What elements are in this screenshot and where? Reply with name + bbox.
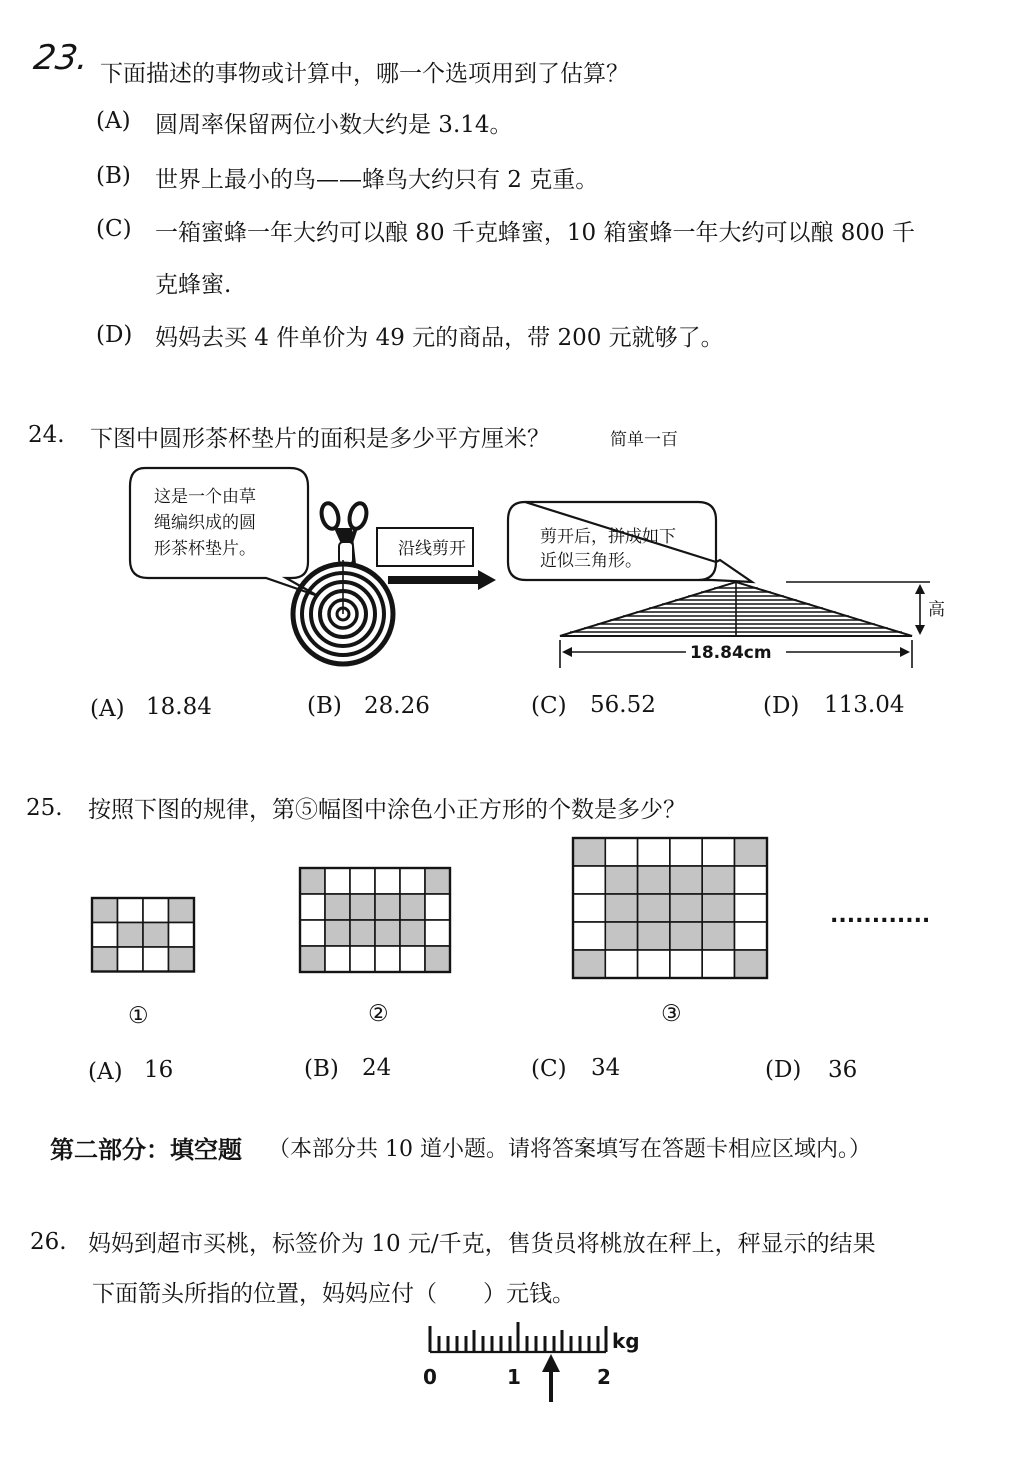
q23-option-a-text: 圆周率保留两位小数大约是 3.14。 — [155, 112, 513, 138]
q24-option-d-label: (D) — [763, 693, 800, 719]
bubble-right-line-2: 近似三角形。 — [540, 551, 642, 571]
q25-pattern-figures — [0, 830, 1009, 990]
height-label: 高 — [928, 600, 945, 620]
q25-option-c-label: (C) — [531, 1056, 567, 1082]
ruler-tick-0: 0 — [423, 1365, 437, 1389]
scale-ruler — [0, 1310, 1009, 1450]
q23-option-b-text: 世界上最小的鸟——蜂鸟大约只有 2 克重。 — [155, 167, 599, 193]
q23-stem: 下面描述的事物或计算中，哪一个选项用到了估算？ — [100, 61, 629, 87]
q25-option-c-text: 34 — [591, 1055, 621, 1081]
q24-tag: 简单一百 — [610, 430, 678, 450]
q25-option-d-label: (D) — [765, 1057, 802, 1083]
ruler-ticks — [430, 1322, 606, 1352]
pattern-figure-2 — [300, 868, 450, 972]
q25-stem: 按照下图的规律，第⑤幅图中涂色小正方形的个数是多少？ — [88, 797, 686, 823]
bubble-left-line-1: 这是一个由草 — [154, 487, 256, 507]
part2-title: 第二部分：填空题 — [50, 1136, 242, 1164]
q26-line-2: 下面箭头所指的位置，妈妈应付（ ）元钱。 — [92, 1281, 575, 1307]
q23-option-c-label: (C) — [96, 216, 132, 242]
q24-stem: 下图中圆形茶杯垫片的面积是多少平方厘米？ — [90, 426, 550, 452]
pattern-figure-3 — [573, 838, 767, 978]
q23-number: 23. — [31, 38, 91, 78]
q25-option-a-text: 16 — [144, 1057, 174, 1083]
q25-option-a-label: (A) — [88, 1059, 123, 1085]
q24-option-a-label: (A) — [90, 696, 125, 722]
q24-option-c-text: 56.52 — [590, 692, 656, 718]
figure-label-2: ② — [368, 1001, 389, 1027]
ruler-tick-2: 2 — [597, 1365, 611, 1389]
up-arrow-icon — [542, 1354, 560, 1402]
q25-option-d-text: 36 — [828, 1057, 858, 1083]
bubble-left-line-2: 绳编织成的圆 — [154, 513, 256, 533]
q26-line-1: 妈妈到超市买桃，标签价为 10 元/千克，售货员将桃放在秤上，秤显示的结果 — [88, 1231, 876, 1257]
q24-option-a-text: 18.84 — [146, 694, 212, 720]
pattern-ellipsis: ............ — [830, 903, 931, 928]
q23-option-d-text: 妈妈去买 4 件单价为 49 元的商品，带 200 元就够了。 — [155, 325, 724, 351]
pattern-figure-1 — [92, 898, 194, 972]
q23-option-c-text: 一箱蜜蜂一年大约可以酿 80 千克蜂蜜，10 箱蜜蜂一年大约可以酿 800 千 — [155, 220, 915, 246]
q24-option-b-text: 28.26 — [364, 693, 430, 719]
q24-figure — [0, 460, 1009, 690]
ruler-unit: kg — [612, 1329, 640, 1353]
q23-option-b-label: (B) — [96, 163, 131, 189]
bubble-left-line-3: 形茶杯垫片。 — [154, 539, 256, 559]
q25-option-b-text: 24 — [362, 1055, 392, 1081]
bubble-right-line-1: 剪开后，拼成如下 — [540, 527, 676, 547]
striped-triangle — [560, 582, 912, 636]
right-arrow-icon — [388, 570, 496, 590]
ruler-tick-1: 1 — [507, 1365, 521, 1389]
part2-note: （本部分共 10 道小题。请将答案填写在答题卡相应区域内。） — [268, 1137, 871, 1162]
cut-label: 沿线剪开 — [398, 539, 466, 559]
figure-label-1: ① — [128, 1003, 149, 1029]
q24-option-b-label: (B) — [307, 693, 342, 719]
q24-option-c-label: (C) — [531, 693, 567, 719]
q25-number: 25. — [26, 795, 63, 821]
base-label: 18.84cm — [690, 643, 772, 663]
coaster-spiral — [293, 560, 393, 664]
q24-number: 24. — [28, 422, 65, 448]
q24-option-d-text: 113.04 — [824, 692, 905, 718]
q23-option-a-label: (A) — [96, 108, 131, 134]
figure-label-3: ③ — [661, 1001, 682, 1027]
q25-option-b-label: (B) — [304, 1056, 339, 1082]
q23-option-c-text-cont: 克蜂蜜. — [155, 272, 232, 298]
q23-option-d-label: (D) — [96, 322, 133, 348]
q26-number: 26. — [30, 1229, 67, 1255]
scissors-icon — [319, 501, 369, 564]
